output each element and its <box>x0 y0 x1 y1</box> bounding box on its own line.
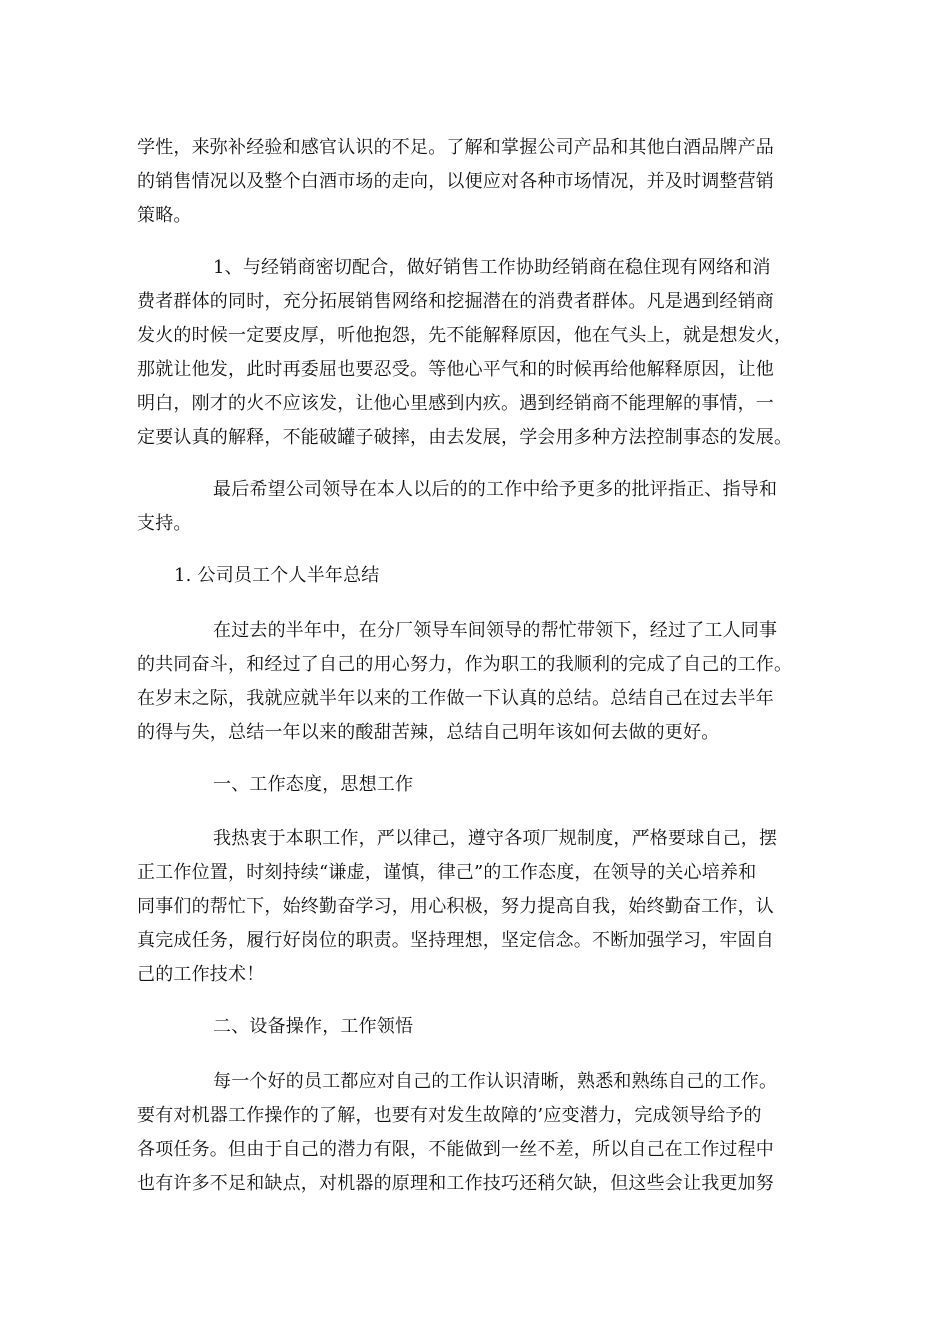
text-line: 发火的时候一定要皮厚，听他抱怨，先不能解释原因，他在气头上，就是想发火， <box>137 325 793 346</box>
text-line: 支持。 <box>137 513 192 534</box>
text-line: 正工作位置，时刻持续“谦虚，谨慎，律己”的工作态度，在领导的关心培养和 <box>137 862 757 883</box>
text-line: 我热衷于本职工作，严以律己，遵守各项厂规制度，严格要球自己，摆 <box>213 828 778 849</box>
text-line: 1、与经销商密切配合，做好销售工作协助经销商在稳住现有网络和消 <box>213 257 771 278</box>
text-line: 各项任务。但由于自己的潜力有限，不能做到一丝不差，所以自己在工作过程中 <box>137 1139 774 1160</box>
text-line: 费者群体的同时，充分拓展销售网络和挖掘潜在的消费者群体。凡是遇到经销商 <box>137 291 774 312</box>
text-line: 学性，来弥补经验和感官认识的不足。了解和掌握公司产品和其他白酒品牌产品 <box>137 137 774 158</box>
text-line: 每一个好的员工都应对自己的工作认识清晰，熟悉和熟练自己的工作。 <box>213 1071 778 1092</box>
text-line: 己的工作技术！ <box>137 964 265 985</box>
text-line: 的得与失，总结一年以来的酸甜苦辣，总结自己明年该如何去做的更好。 <box>137 722 720 743</box>
text-line: 在过去的半年中，在分厂领导车间领导的帮忙带领下，经过了工人同事 <box>213 620 778 641</box>
text-line: 同事们的帮忙下，始终勤奋学习，用心积极，努力提高自我，始终勤奋工作，认 <box>137 896 774 917</box>
text-line: 那就让他发，此时再委屈也要忍受。等他心平气和的时候再给他解释原因，让他 <box>137 359 774 380</box>
text-line: 在岁末之际，我就应就半年以来的工作做一下认真的总结。总结自己在过去半年 <box>137 688 774 709</box>
section-heading: 一、工作态度，思想工作 <box>213 774 414 795</box>
text-line: 真完成任务，履行好岗位的职责。坚持理想，坚定信念。不断加强学习，牢固自 <box>137 930 774 951</box>
text-line: 定要认真的解释，不能破罐子破摔，由去发展，学会用多种方法控制事态的发展。 <box>137 427 793 448</box>
text-line: 的销售情况以及整个白酒市场的走向，以便应对各种市场情况，并及时调整营销 <box>137 171 774 192</box>
section-heading: 1. 公司员工个人半年总结 <box>174 565 380 586</box>
text-line: 明白，刚才的火不应该发，让他心里感到内疚。遇到经销商不能理解的事情，一 <box>137 393 774 414</box>
text-line: 策略。 <box>137 205 192 226</box>
text-line: 要有对机器工作操作的了解，也要有对发生故障的’应变潜力，完成领导给予的 <box>137 1105 762 1126</box>
text-line: 也有许多不足和缺点，对机器的原理和工作技巧还稍欠缺，但这些会让我更加努 <box>137 1173 774 1194</box>
section-heading: 二、设备操作，工作领悟 <box>213 1016 414 1037</box>
text-line: 的共同奋斗，和经过了自己的用心努力，作为职工的我顺利的完成了自己的工作。 <box>137 654 793 675</box>
text-line: 最后希望公司领导在本人以后的的工作中给予更多的批评指正、指导和 <box>213 479 778 500</box>
